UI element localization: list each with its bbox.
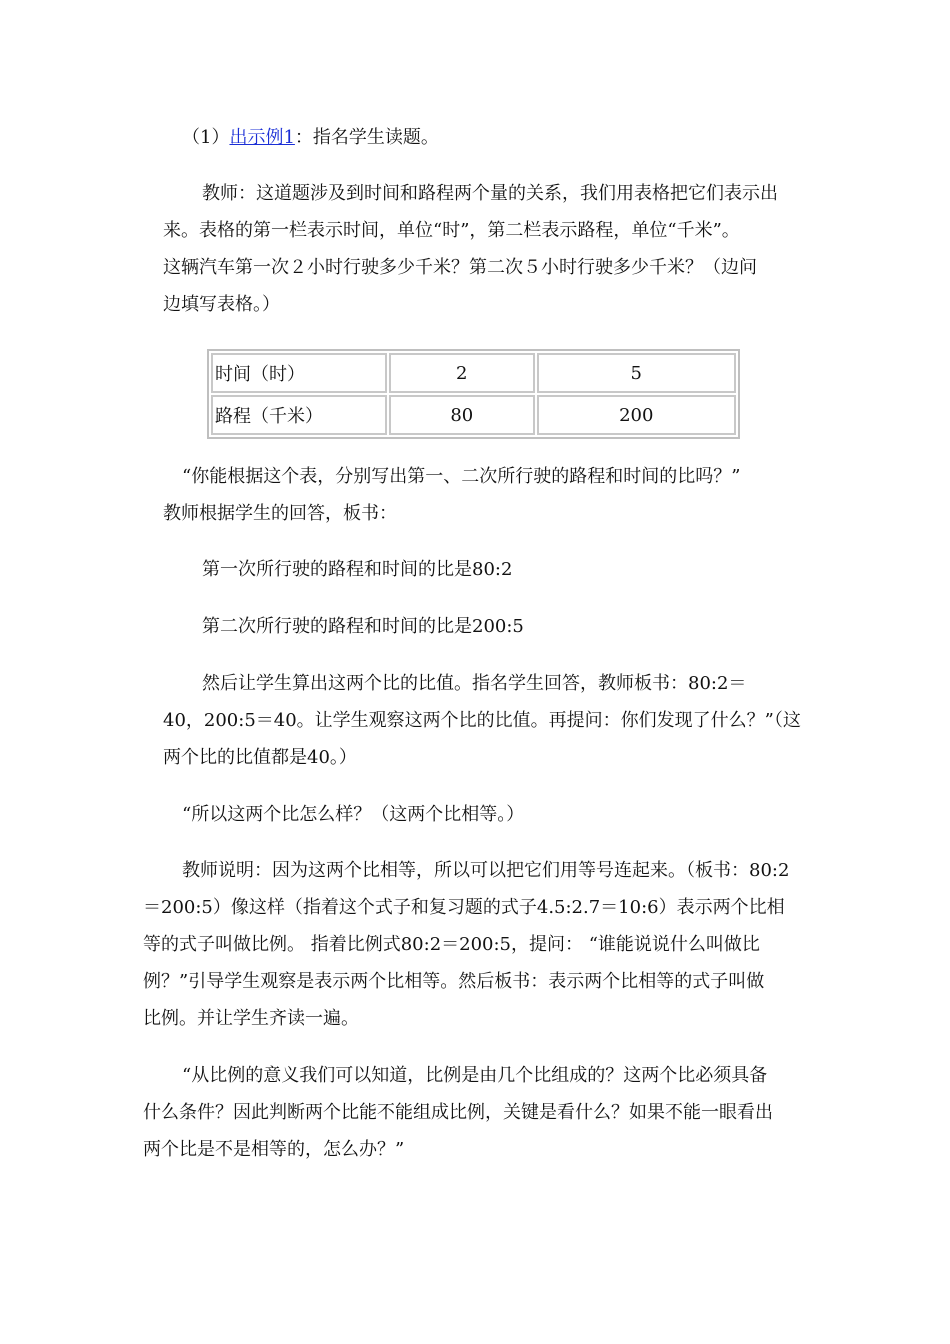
paragraph-3-line-2: 教师根据学生的回答，板书： <box>163 503 397 524</box>
paragraph-6-line-1: 然后让学生算出这两个比的比值。指名学生回答，教师板书：80:2＝ <box>202 673 747 694</box>
paragraph-1 <box>182 119 439 156</box>
example-1-link[interactable]: 出示例1 <box>229 127 295 148</box>
paragraph-3-line-1: “你能根据这个表，分别写出第一、二次所行驶的路程和时间的比吗？” <box>182 466 741 487</box>
paragraph-2-line-1: 教师：这道题涉及到时间和路程两个量的关系，我们用表格把它们表示出 <box>202 183 778 204</box>
paragraph-6-line-2: 40，200:5＝40。让学生观察这两个比的比值。再提问：你们发现了什么？”（这 <box>163 710 801 731</box>
paragraph-1-suffix: ：指名学生读题。 <box>294 127 439 148</box>
paragraph-2-line-3: 这辆汽车第一次２小时行驶多少千米？第二次５小时行驶多少千米？（边问 <box>163 257 757 278</box>
table-row <box>211 353 736 393</box>
paragraph-8-line-5: 比例。并让学生齐读一遍。 <box>143 1008 359 1029</box>
table-cell-distance-label: 路程（千米） <box>211 395 387 435</box>
table-row <box>211 395 736 435</box>
paragraph-8-line-4: 例？”引导学生观察是表示两个比相等。然后板书：表示两个比相等的式子叫做 <box>143 971 765 992</box>
paragraph-8-line-3: 等的式子叫做比例。 指着比例式80:2＝200:5，提问： “谁能说说什么叫做比 <box>143 934 760 955</box>
paragraph-9-line-3: 两个比是不是相等的，怎么办？” <box>143 1139 405 1160</box>
paragraph-2-line-4: 边填写表格。） <box>163 294 280 315</box>
table-cell-time-2: 5 <box>537 353 736 393</box>
paragraph-4: 第一次所行驶的路程和时间的比是80:2 <box>202 559 513 580</box>
paragraph-8-line-2: ＝200:5）像这样（指着这个式子和复习题的式子4.5:2.7＝10:6）表示两个比相 <box>143 897 785 918</box>
paragraph-5: 第二次所行驶的路程和时间的比是200:5 <box>202 616 524 637</box>
table-cell-time-1: 2 <box>389 353 535 393</box>
table-cell-distance-2: 200 <box>537 395 736 435</box>
paragraph-9-line-2: 什么条件？因此判断两个比能不能组成比例，关键是看什么？如果不能一眼看出 <box>143 1102 773 1123</box>
paragraph-1-prefix: （1） <box>182 127 230 148</box>
paragraph-9-line-1: “从比例的意义我们可以知道，比例是由几个比组成的？这两个比必须具备 <box>182 1065 768 1086</box>
paragraph-8-line-1: 教师说明：因为这两个比相等，所以可以把它们用等号连起来。（板书：80:2 <box>182 860 790 881</box>
time-distance-table <box>207 349 740 439</box>
paragraph-7: “所以这两个比怎么样？（这两个比相等。） <box>182 804 525 825</box>
paragraph-6-line-3: 两个比的比值都是40。） <box>163 747 357 768</box>
paragraph-2-line-2: 来。表格的第一栏表示时间，单位“时”，第二栏表示路程，单位“千米”。 <box>163 220 740 241</box>
table-cell-distance-1: 80 <box>389 395 535 435</box>
table-cell-time-label: 时间（时） <box>211 353 387 393</box>
